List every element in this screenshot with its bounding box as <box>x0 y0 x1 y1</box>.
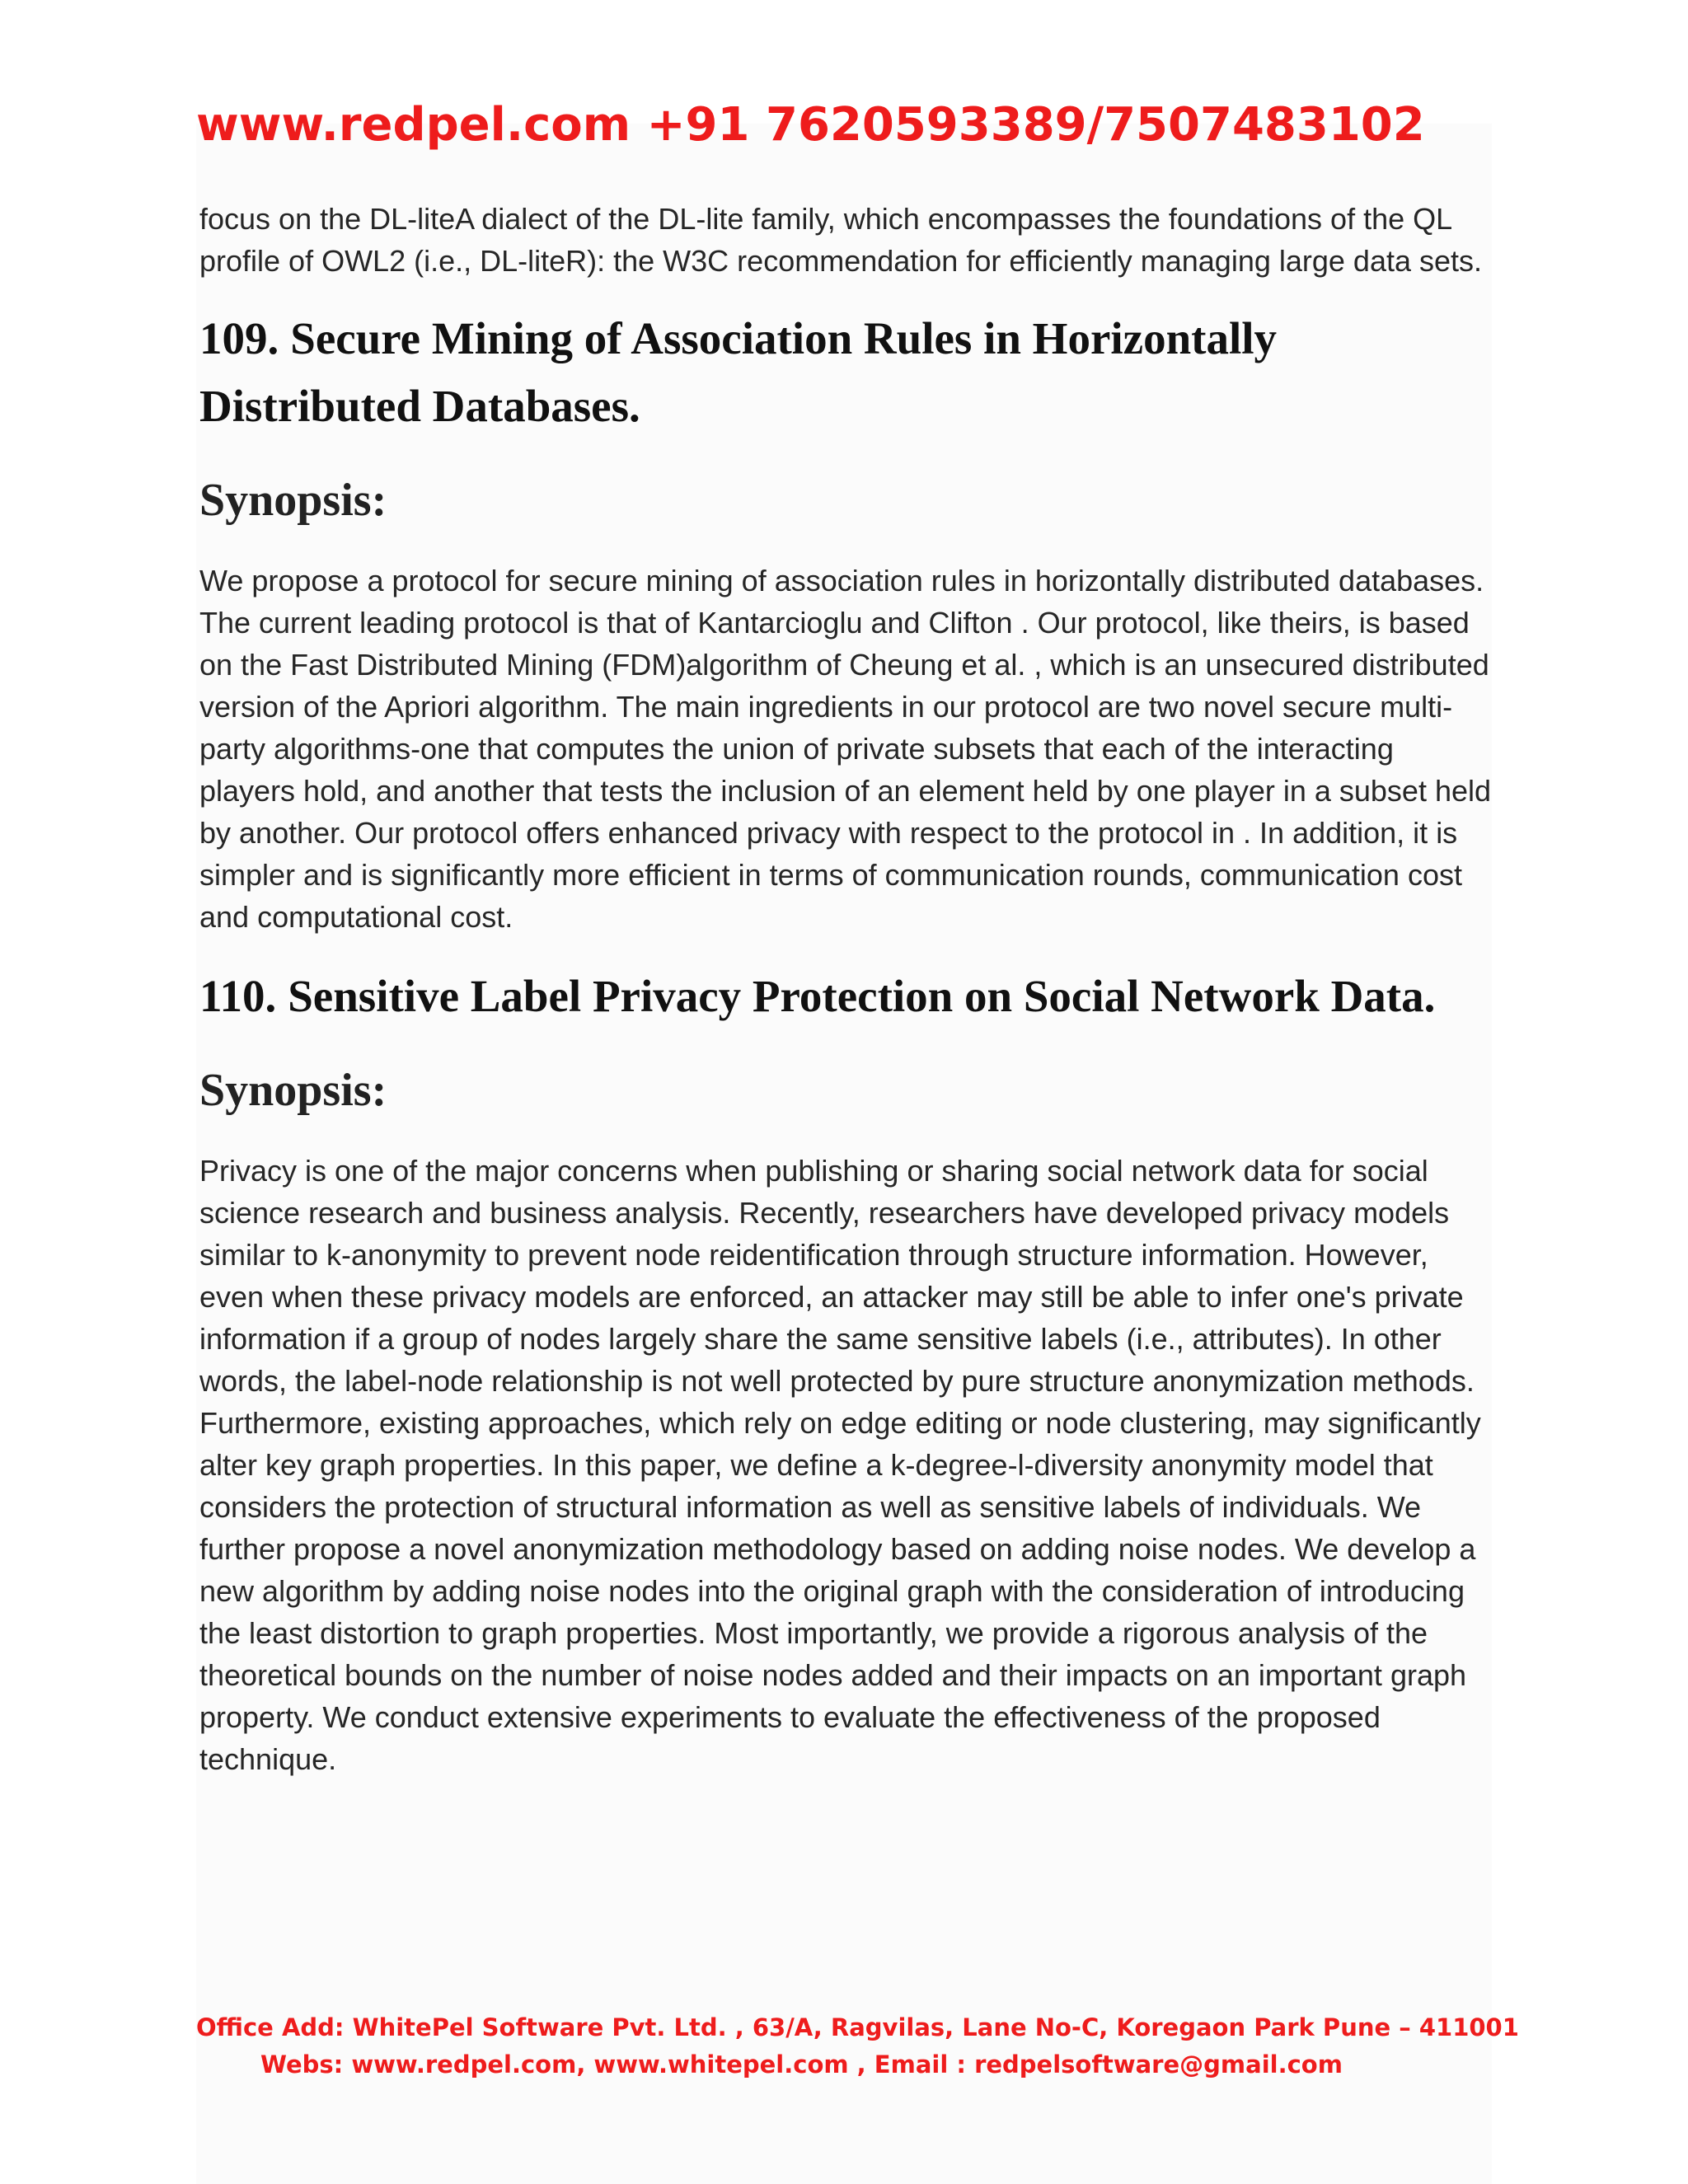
section-109-synopsis-heading: Synopsis: <box>199 475 387 526</box>
header-contact-line: www.redpel.com +91 7620593389/7507483102 <box>196 98 1425 152</box>
section-109-title <box>199 305 1493 440</box>
document-body <box>199 198 1493 1780</box>
footer <box>196 2009 1519 2083</box>
footer-office-address: Office Add: WhitePel Software Pvt. Ltd. , 63/A, Ragvilas, Lane No-C, Koregaon Park Pune – 411001 <box>196 2013 1519 2041</box>
section-110-title-text: Sensitive Label Privacy Protection on Social Network Data. <box>288 971 1436 1022</box>
section-109-number: 109. <box>199 313 279 363</box>
section-110-title <box>199 963 1493 1030</box>
section-109-synopsis-text: We propose a protocol for secure mining of association rules in horizontally distributed databases. The current leading protocol is that of Kantarcioglu and Clifton . Our protocol, like theirs, is based on the Fast Distributed Mining (FDM)algorithm of Cheung et al. , which is an unsecured distributed version of the Apriori algorithm. The main ingredients in our protocol are two novel secure multi-party algorithms-one that computes the union of private subsets that each of the interacting players hold, and another that tests the inclusion of an element held by one player in a subset held by another. Our protocol offers enhanced privacy with respect to the protocol in . In addition, it is simpler and is significantly more efficient in terms of communication rounds, communication cost and computational cost. <box>199 564 1492 935</box>
section-110-synopsis-heading: Synopsis: <box>199 1065 387 1117</box>
footer-web-email: Webs: www.redpel.com, www.whitepel.com , Email : redpelsoftware@gmail.com <box>260 2050 1343 2079</box>
section-110-synopsis-text: Privacy is one of the major concerns when publishing or sharing social network data for social science research and business analysis. Recently, researchers have developed privacy models similar to k-anonymity to prevent node reidentification through structure information. However, even when these privacy models are enforced, an attacker may still be able to infer one's private information if a group of nodes largely share the same sensitive labels (i.e., attributes). In other words, the label-node relationship is not well protected by pure structure anonymization methods. Furthermore, existing approaches, which rely on edge editing or node clustering, may significantly alter key graph properties. In this paper, we define a k-degree-l-diversity anonymity model that considers the protection of structural information as well as sensitive labels of individuals. We further propose a novel anonymization methodology based on adding noise nodes. We develop a new algorithm by adding noise nodes into the original graph with the consideration of introducing the least distortion to graph properties. Most importantly, we provide a rigorous analysis of the theoretical bounds on the number of noise nodes added and their impacts on an important graph property. We conduct extensive experiments to evaluate the effectiveness of the proposed technique. <box>199 1154 1481 1777</box>
intro-paragraph: focus on the DL-liteA dialect of the DL-lite family, which encompasses the foundations of the QL profile of OWL2 (i.e., DL-liteR): the W3C recommendation for efficiently managing large data sets. <box>199 202 1483 278</box>
section-109-title-text: Secure Mining of Association Rules in Horizontally Distributed Databases. <box>199 313 1278 431</box>
section-110-number: 110. <box>199 971 277 1022</box>
